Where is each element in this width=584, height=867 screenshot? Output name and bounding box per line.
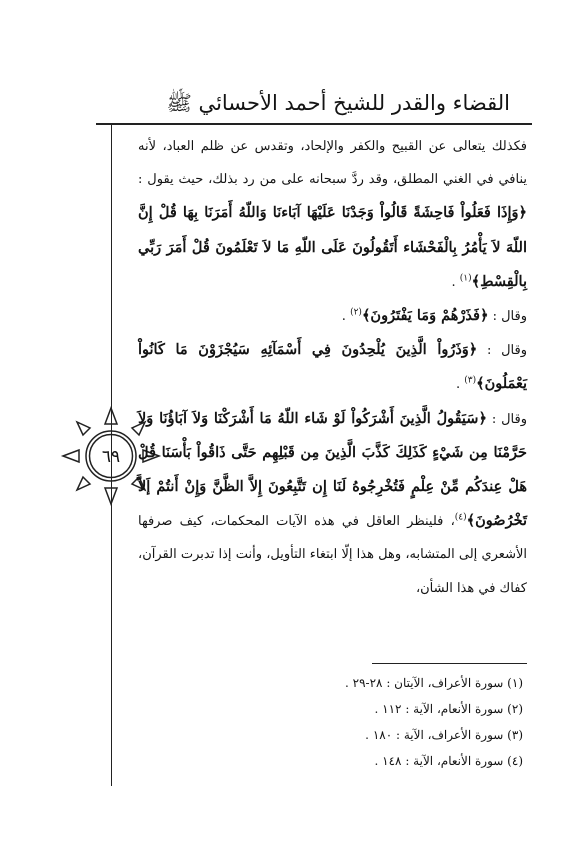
footnote-ref-2: (٢) [350,307,362,318]
paragraph-2-lead: وقال : [488,309,527,325]
footnote-1: (١) سورة الأعراف، الآيتان : ٢٨-٢٩ . [345,676,523,690]
quran-quote-4: ﴿سَيَقُولُ الَّذِينَ أَشْرَكُواْ لَوْ شَاء اللّهُ مَا أَشْرَكْنَا وَلاَ آبَاؤُنَا وَلاَ حَرَّمْنَا مِن شَيْءٍ كَذَلِكَ كَذَّبَ الَّذِينَ مِن قَبْلِهِم حَتَّى ذَاقُواْ بَأْسَنَا قُلْ هَلْ عِندَكُم مِّنْ عِلْمٍ فَتُخْرِجُوهُ لَنَا إِن تَتَّبِعُونَ إِلاَّ الظَّنَّ وَإِنْ أَنتُمْ إَلاَّ تَخْرُصُونَ﴾ [138,409,527,530]
footnote-2: (٢) سورة الأنعام، الآية : ١١٢ . [374,702,523,716]
paragraph-3-lead: وقال : [477,343,527,359]
paragraph-1-lead: فكذلك يتعالى عن القبيح والكفر والإلحاد، وتقدس عن ظلم العباد، لأنه ينافي في الغني المطلق، وقد ردَّ سبحانه على من رد بذلك، حيث يقول : [138,139,527,188]
paragraph-1 [138,130,527,299]
paragraph-3-tail: . [456,377,465,393]
quran-quote-3: ﴿وَذَرُواْ الَّذِينَ يُلْحِدُونَ فِي أَسْمَآئِهِ سَيُجْزَوْنَ مَا كَانُواْ يَعْمَلُونَ﴾ [138,341,527,393]
paragraph-3 [138,333,527,401]
paragraph-2-tail: . [341,309,351,325]
quran-quote-1: ﴿وَإِذَا فَعَلُواْ فَاحِشَةً قَالُواْ وَجَدْنَا عَلَيْهَا آبَاءنَا وَاللّهُ أَمَرَنَا بِهَا قُلْ إِنَّ اللّهَ لاَ يَأْمُرُ بِالْفَحْشَاء أَتَقُولُونَ عَلَى اللّهِ مَا لاَ تَعْلَمُونَ قُلْ أَمَرَ رَبِّي بِالْقِسْطِ﴾ [138,204,527,290]
footnote-separator [372,663,527,664]
main-text [138,130,527,605]
page-number: ٦٩ [101,447,121,467]
footnotes-list [200,670,523,774]
paragraph-1-tail: . [451,274,460,290]
footnote-ref-4: (٤) [454,512,467,523]
quran-quote-2: ﴿فَذَرْهُمْ وَمَا يَفْتَرُونَ﴾ [361,307,489,325]
footnote-3: (٣) سورة الأعراف، الآية : ١٨٠ . [365,728,523,742]
running-header-title: القضاء والقدر للشيخ أحمد الأحسائي ﷺ [166,91,510,115]
footnote-ref-1: (١) [459,273,472,284]
footnote-4: (٤) سورة الأنعام، الآية : ١٤٨ . [374,754,523,768]
header-rule [96,123,532,125]
paragraph-2 [138,299,527,333]
paragraph-4-lead: وقال : [486,411,527,427]
footnote-ref-3: (٣) [464,376,477,387]
paragraph-4 [138,402,527,605]
paragraph-4-tail: ، فلينظر العاقل في هذه الآيات المحكمات، كيف صرفها الأشعري إلى المتشابه، وهل هذا إلّا ابتغاء التأويل، وأنت إذا تدبرت القرآن، كفاك في هذا الشأن، [138,514,528,596]
